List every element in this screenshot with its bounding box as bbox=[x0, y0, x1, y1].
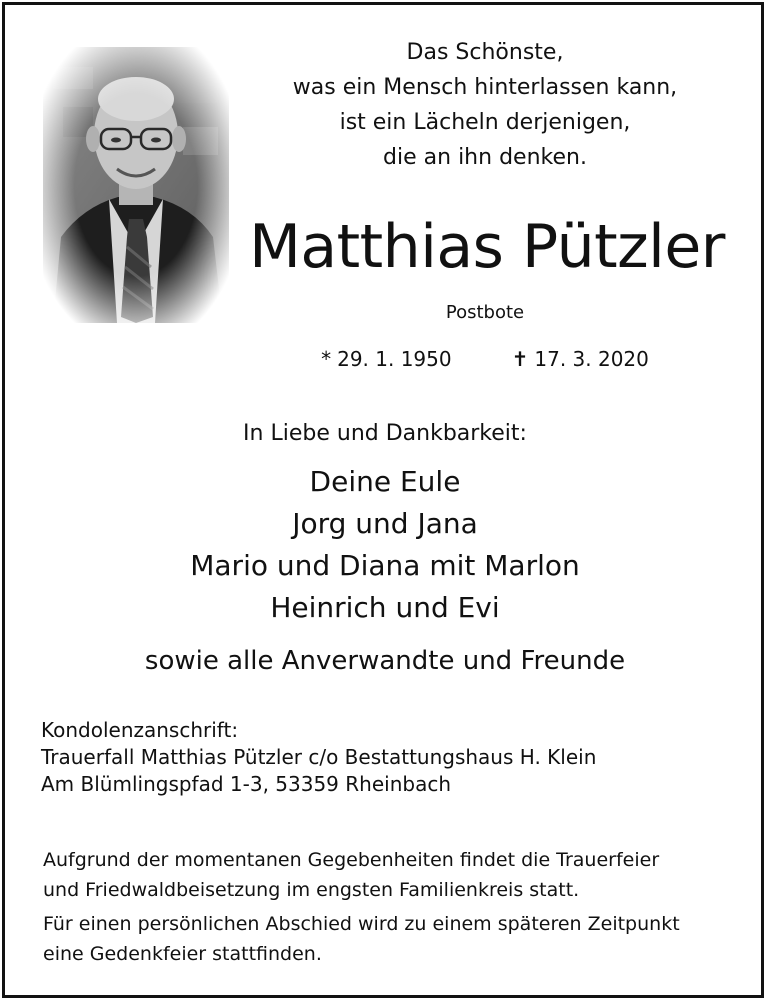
mourner-name: Mario und Diana mit Marlon bbox=[190, 549, 580, 582]
quote-line: ist ein Lächeln derjenigen, bbox=[339, 110, 631, 135]
notice-line: eine Gedenkfeier stattfinden. bbox=[43, 943, 322, 965]
death-date: 17. 3. 2020 bbox=[534, 347, 649, 371]
notice-paragraph bbox=[43, 845, 743, 905]
death-date-group bbox=[512, 345, 649, 373]
life-dates bbox=[255, 345, 715, 373]
relatives-line: sowie alle Anverwandte und Freunde bbox=[144, 646, 626, 676]
birth-date: 29. 1. 1950 bbox=[337, 347, 452, 371]
deceased-occupation: Postbote bbox=[445, 302, 525, 323]
quote-line: Das Schönste, bbox=[406, 40, 564, 65]
notice-line: und Friedwaldbeisetzung im engsten Familienkreis statt. bbox=[43, 879, 580, 901]
notice-line: Aufgrund der momentanen Gegebenheiten findet die Trauerfeier bbox=[43, 849, 660, 871]
mourner-name: Jorg und Jana bbox=[292, 507, 478, 540]
quote-line: was ein Mensch hinterlassen kann, bbox=[292, 75, 678, 100]
cross-icon: ✝ bbox=[511, 347, 529, 371]
memorial-quote bbox=[255, 35, 715, 175]
deceased-name: Matthias Pützler bbox=[249, 212, 725, 282]
notice-line: Für einen persönlichen Abschied wird zu einem späteren Zeitpunkt bbox=[43, 913, 680, 935]
ceremony-notice bbox=[43, 845, 743, 973]
notice-paragraph bbox=[43, 909, 743, 969]
mourner-name: Heinrich und Evi bbox=[270, 591, 500, 624]
obituary-notice bbox=[2, 2, 764, 998]
quote-line: die an ihn denken. bbox=[383, 145, 587, 170]
address-line: Trauerfall Matthias Pützler c/o Bestattungshaus H. Klein bbox=[41, 745, 597, 769]
address-line: Kondolenzanschrift: bbox=[41, 718, 239, 742]
condolence-address bbox=[41, 717, 741, 798]
portrait-photo bbox=[43, 47, 229, 323]
mourners-list bbox=[5, 461, 764, 629]
birth-date-group bbox=[321, 345, 452, 373]
address-line: Am Blümlingspfad 1-3, 53359 Rheinbach bbox=[41, 772, 451, 796]
mourner-name: Deine Eule bbox=[309, 465, 461, 498]
thanks-line: In Liebe und Dankbarkeit: bbox=[243, 421, 527, 446]
birth-star-icon: * bbox=[321, 347, 332, 371]
